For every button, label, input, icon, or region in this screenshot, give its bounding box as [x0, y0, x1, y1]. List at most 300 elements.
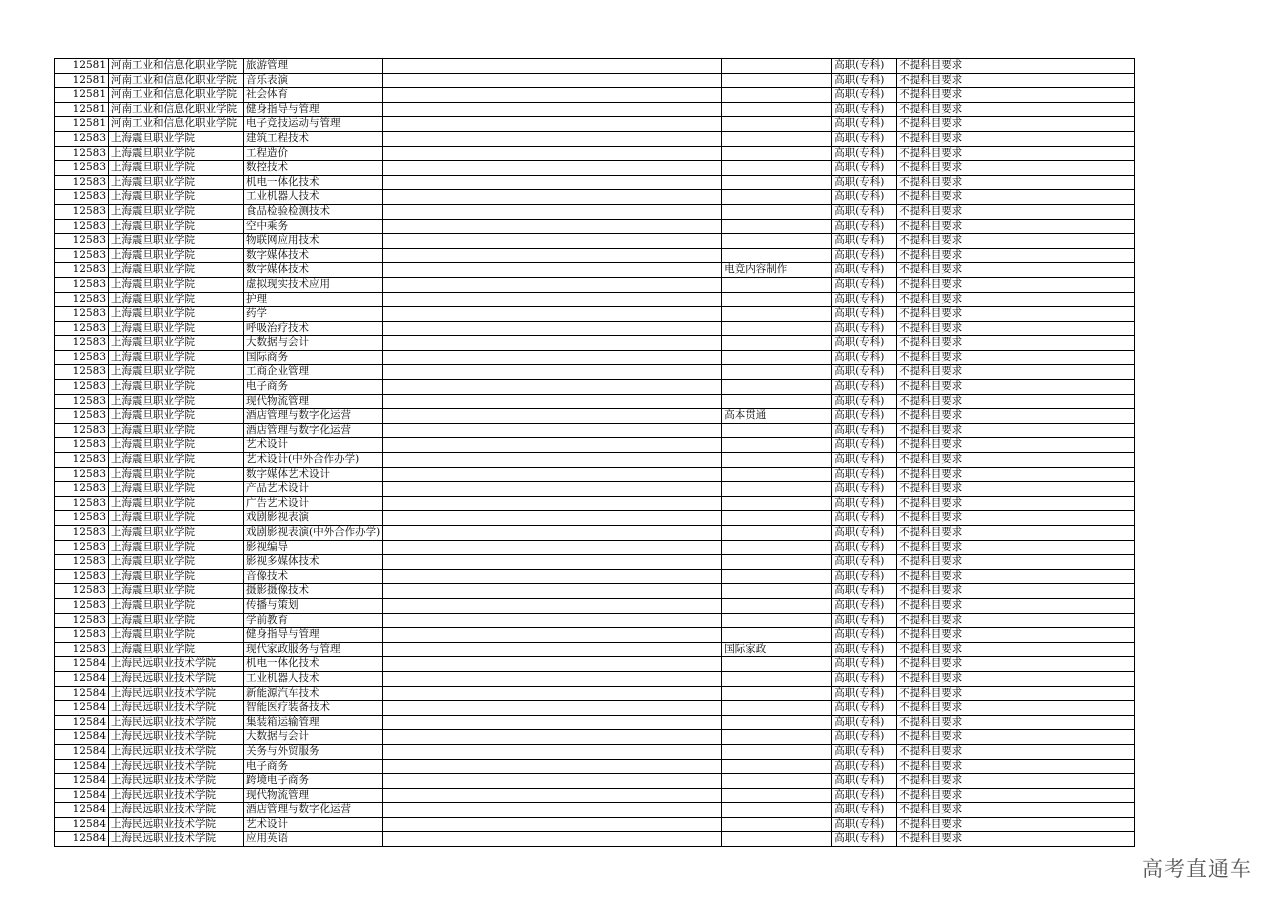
requirement-cell: 不提科目要求	[897, 88, 1135, 103]
school-name-cell: 上海民远职业技术学院	[109, 774, 244, 789]
school-name-cell: 上海震旦职业学院	[109, 292, 244, 307]
school-code-cell: 12584	[55, 701, 109, 716]
table-row	[55, 190, 1135, 205]
school-name-cell: 上海民远职业技术学院	[109, 744, 244, 759]
level-cell: 高职(专科)	[832, 88, 897, 103]
school-name-cell: 上海震旦职业学院	[109, 526, 244, 541]
note-cell	[722, 686, 832, 701]
blank-cell	[383, 307, 722, 322]
school-name-cell: 河南工业和信息化职业学院	[109, 88, 244, 103]
note-cell	[722, 336, 832, 351]
level-cell: 高职(专科)	[832, 102, 897, 117]
note-cell	[722, 744, 832, 759]
level-cell: 高职(专科)	[832, 642, 897, 657]
level-cell: 高职(专科)	[832, 555, 897, 570]
school-name-cell: 上海民远职业技术学院	[109, 730, 244, 745]
major-name-cell: 广告艺术设计	[244, 496, 383, 511]
level-cell: 高职(专科)	[832, 321, 897, 336]
note-cell	[722, 248, 832, 263]
level-cell: 高职(专科)	[832, 628, 897, 643]
school-code-cell: 12583	[55, 642, 109, 657]
requirement-cell: 不提科目要求	[897, 584, 1135, 599]
level-cell: 高职(专科)	[832, 175, 897, 190]
table-row	[55, 759, 1135, 774]
note-cell	[722, 569, 832, 584]
school-code-cell: 12581	[55, 117, 109, 132]
blank-cell	[383, 598, 722, 613]
table-body	[55, 59, 1135, 847]
level-cell: 高职(专科)	[832, 482, 897, 497]
major-name-cell: 数控技术	[244, 161, 383, 176]
blank-cell	[383, 277, 722, 292]
school-name-cell: 上海震旦职业学院	[109, 161, 244, 176]
blank-cell	[383, 686, 722, 701]
blank-cell	[383, 555, 722, 570]
school-code-cell: 12581	[55, 102, 109, 117]
level-cell: 高职(专科)	[832, 73, 897, 88]
level-cell: 高职(专科)	[832, 161, 897, 176]
level-cell: 高职(专科)	[832, 336, 897, 351]
school-name-cell: 上海民远职业技术学院	[109, 657, 244, 672]
major-name-cell: 戏剧影视表演(中外合作办学)	[244, 526, 383, 541]
table-row	[55, 453, 1135, 468]
blank-cell	[383, 394, 722, 409]
blank-cell	[383, 803, 722, 818]
note-cell: 国际家政	[722, 642, 832, 657]
note-cell	[722, 540, 832, 555]
school-name-cell: 上海震旦职业学院	[109, 365, 244, 380]
table-row	[55, 803, 1135, 818]
note-cell	[722, 204, 832, 219]
table-row	[55, 307, 1135, 322]
blank-cell	[383, 496, 722, 511]
requirement-cell: 不提科目要求	[897, 263, 1135, 278]
school-code-cell: 12583	[55, 453, 109, 468]
note-cell	[722, 584, 832, 599]
level-cell: 高职(专科)	[832, 511, 897, 526]
school-name-cell: 上海震旦职业学院	[109, 453, 244, 468]
table-row	[55, 350, 1135, 365]
school-code-cell: 12583	[55, 613, 109, 628]
major-name-cell: 产品艺术设计	[244, 482, 383, 497]
level-cell: 高职(专科)	[832, 832, 897, 847]
blank-cell	[383, 526, 722, 541]
requirement-cell: 不提科目要求	[897, 730, 1135, 745]
table-row	[55, 131, 1135, 146]
major-name-cell: 艺术设计	[244, 438, 383, 453]
school-name-cell: 上海震旦职业学院	[109, 146, 244, 161]
requirement-cell: 不提科目要求	[897, 380, 1135, 395]
school-code-cell: 12584	[55, 774, 109, 789]
school-code-cell: 12583	[55, 204, 109, 219]
school-name-cell: 上海震旦职业学院	[109, 642, 244, 657]
major-name-cell: 健身指导与管理	[244, 628, 383, 643]
requirement-cell: 不提科目要求	[897, 832, 1135, 847]
level-cell: 高职(专科)	[832, 540, 897, 555]
major-name-cell: 工商企业管理	[244, 365, 383, 380]
major-name-cell: 呼吸治疗技术	[244, 321, 383, 336]
blank-cell	[383, 234, 722, 249]
table-row	[55, 380, 1135, 395]
table-row	[55, 584, 1135, 599]
requirement-cell: 不提科目要求	[897, 350, 1135, 365]
level-cell: 高职(专科)	[832, 409, 897, 424]
level-cell: 高职(专科)	[832, 788, 897, 803]
school-name-cell: 上海震旦职业学院	[109, 467, 244, 482]
note-cell	[722, 234, 832, 249]
note-cell	[722, 321, 832, 336]
note-cell	[722, 161, 832, 176]
school-code-cell: 12583	[55, 496, 109, 511]
major-name-cell: 音乐表演	[244, 73, 383, 88]
school-code-cell: 12583	[55, 219, 109, 234]
school-name-cell: 上海震旦职业学院	[109, 277, 244, 292]
school-code-cell: 12584	[55, 832, 109, 847]
level-cell: 高职(专科)	[832, 248, 897, 263]
school-code-cell: 12583	[55, 175, 109, 190]
blank-cell	[383, 365, 722, 380]
level-cell: 高职(专科)	[832, 219, 897, 234]
major-name-cell: 电子商务	[244, 759, 383, 774]
requirement-cell: 不提科目要求	[897, 613, 1135, 628]
school-code-cell: 12584	[55, 715, 109, 730]
table-row	[55, 409, 1135, 424]
blank-cell	[383, 482, 722, 497]
table-row	[55, 526, 1135, 541]
requirement-cell: 不提科目要求	[897, 161, 1135, 176]
requirement-cell: 不提科目要求	[897, 569, 1135, 584]
major-name-cell: 学前教育	[244, 613, 383, 628]
major-name-cell: 集装箱运输管理	[244, 715, 383, 730]
table-row	[55, 657, 1135, 672]
school-name-cell: 上海震旦职业学院	[109, 336, 244, 351]
table-row	[55, 788, 1135, 803]
school-code-cell: 12583	[55, 292, 109, 307]
level-cell: 高职(专科)	[832, 292, 897, 307]
school-name-cell: 上海震旦职业学院	[109, 598, 244, 613]
blank-cell	[383, 409, 722, 424]
note-cell	[722, 759, 832, 774]
major-name-cell: 新能源汽车技术	[244, 686, 383, 701]
major-name-cell: 大数据与会计	[244, 336, 383, 351]
blank-cell	[383, 642, 722, 657]
table-row	[55, 540, 1135, 555]
school-name-cell: 上海震旦职业学院	[109, 423, 244, 438]
school-code-cell: 12583	[55, 350, 109, 365]
level-cell: 高职(专科)	[832, 613, 897, 628]
requirement-cell: 不提科目要求	[897, 467, 1135, 482]
level-cell: 高职(专科)	[832, 657, 897, 672]
level-cell: 高职(专科)	[832, 365, 897, 380]
requirement-cell: 不提科目要求	[897, 759, 1135, 774]
school-name-cell: 上海震旦职业学院	[109, 307, 244, 322]
blank-cell	[383, 59, 722, 74]
major-name-cell: 戏剧影视表演	[244, 511, 383, 526]
level-cell: 高职(专科)	[832, 701, 897, 716]
level-cell: 高职(专科)	[832, 598, 897, 613]
school-code-cell: 12583	[55, 336, 109, 351]
school-name-cell: 上海震旦职业学院	[109, 555, 244, 570]
major-name-cell: 工程造价	[244, 146, 383, 161]
note-cell	[722, 453, 832, 468]
blank-cell	[383, 744, 722, 759]
table-row	[55, 730, 1135, 745]
table-row	[55, 175, 1135, 190]
school-code-cell: 12583	[55, 394, 109, 409]
table-row	[55, 817, 1135, 832]
major-name-cell: 电子竞技运动与管理	[244, 117, 383, 132]
requirement-cell: 不提科目要求	[897, 671, 1135, 686]
school-name-cell: 上海震旦职业学院	[109, 175, 244, 190]
school-name-cell: 上海震旦职业学院	[109, 131, 244, 146]
school-code-cell: 12584	[55, 657, 109, 672]
school-code-cell: 12583	[55, 380, 109, 395]
major-name-cell: 现代家政服务与管理	[244, 642, 383, 657]
school-name-cell: 上海震旦职业学院	[109, 350, 244, 365]
table-row	[55, 715, 1135, 730]
school-code-cell: 12583	[55, 190, 109, 205]
requirement-cell: 不提科目要求	[897, 307, 1135, 322]
note-cell	[722, 88, 832, 103]
level-cell: 高职(专科)	[832, 671, 897, 686]
school-code-cell: 12583	[55, 248, 109, 263]
level-cell: 高职(专科)	[832, 350, 897, 365]
level-cell: 高职(专科)	[832, 277, 897, 292]
requirement-cell: 不提科目要求	[897, 788, 1135, 803]
school-code-cell: 12583	[55, 307, 109, 322]
note-cell	[722, 598, 832, 613]
school-name-cell: 上海民远职业技术学院	[109, 701, 244, 716]
table-row	[55, 277, 1135, 292]
school-name-cell: 上海民远职业技术学院	[109, 832, 244, 847]
table-row	[55, 117, 1135, 132]
requirement-cell: 不提科目要求	[897, 423, 1135, 438]
note-cell	[722, 526, 832, 541]
table-row	[55, 292, 1135, 307]
requirement-cell: 不提科目要求	[897, 817, 1135, 832]
table-row	[55, 219, 1135, 234]
school-name-cell: 上海震旦职业学院	[109, 190, 244, 205]
major-name-cell: 社会体育	[244, 88, 383, 103]
level-cell: 高职(专科)	[832, 234, 897, 249]
table-row	[55, 248, 1135, 263]
major-name-cell: 影视多媒体技术	[244, 555, 383, 570]
note-cell	[722, 131, 832, 146]
school-name-cell: 上海震旦职业学院	[109, 482, 244, 497]
note-cell	[722, 817, 832, 832]
table-row	[55, 555, 1135, 570]
note-cell	[722, 365, 832, 380]
table-row	[55, 642, 1135, 657]
note-cell	[722, 730, 832, 745]
blank-cell	[383, 423, 722, 438]
school-code-cell: 12583	[55, 365, 109, 380]
level-cell: 高职(专科)	[832, 204, 897, 219]
school-code-cell: 12583	[55, 482, 109, 497]
note-cell	[722, 380, 832, 395]
blank-cell	[383, 788, 722, 803]
level-cell: 高职(专科)	[832, 774, 897, 789]
requirement-cell: 不提科目要求	[897, 496, 1135, 511]
table-row	[55, 569, 1135, 584]
school-name-cell: 上海民远职业技术学院	[109, 715, 244, 730]
requirement-cell: 不提科目要求	[897, 336, 1135, 351]
school-code-cell: 12583	[55, 467, 109, 482]
major-name-cell: 虚拟现实技术应用	[244, 277, 383, 292]
requirement-cell: 不提科目要求	[897, 321, 1135, 336]
school-name-cell: 上海民远职业技术学院	[109, 788, 244, 803]
note-cell	[722, 146, 832, 161]
level-cell: 高职(专科)	[832, 423, 897, 438]
major-name-cell: 酒店管理与数字化运营	[244, 423, 383, 438]
table-row	[55, 263, 1135, 278]
school-code-cell: 12584	[55, 788, 109, 803]
major-name-cell: 物联网应用技术	[244, 234, 383, 249]
requirement-cell: 不提科目要求	[897, 146, 1135, 161]
table-row	[55, 73, 1135, 88]
requirement-cell: 不提科目要求	[897, 701, 1135, 716]
note-cell	[722, 628, 832, 643]
requirement-cell: 不提科目要求	[897, 453, 1135, 468]
school-name-cell: 上海民远职业技术学院	[109, 671, 244, 686]
note-cell	[722, 292, 832, 307]
blank-cell	[383, 540, 722, 555]
table-row	[55, 234, 1135, 249]
level-cell: 高职(专科)	[832, 394, 897, 409]
note-cell	[722, 482, 832, 497]
requirement-cell: 不提科目要求	[897, 219, 1135, 234]
requirement-cell: 不提科目要求	[897, 657, 1135, 672]
requirement-cell: 不提科目要求	[897, 409, 1135, 424]
requirement-cell: 不提科目要求	[897, 175, 1135, 190]
school-name-cell: 上海震旦职业学院	[109, 511, 244, 526]
requirement-cell: 不提科目要求	[897, 774, 1135, 789]
school-name-cell: 上海震旦职业学院	[109, 219, 244, 234]
note-cell	[722, 438, 832, 453]
blank-cell	[383, 161, 722, 176]
note-cell	[722, 175, 832, 190]
table-row	[55, 832, 1135, 847]
school-name-cell: 上海民远职业技术学院	[109, 803, 244, 818]
school-code-cell: 12583	[55, 146, 109, 161]
note-cell: 电竞内容制作	[722, 263, 832, 278]
level-cell: 高职(专科)	[832, 715, 897, 730]
level-cell: 高职(专科)	[832, 263, 897, 278]
note-cell	[722, 832, 832, 847]
major-name-cell: 艺术设计	[244, 817, 383, 832]
table-row	[55, 482, 1135, 497]
school-code-cell: 12583	[55, 569, 109, 584]
requirement-cell: 不提科目要求	[897, 526, 1135, 541]
table-row	[55, 394, 1135, 409]
requirement-cell: 不提科目要求	[897, 292, 1135, 307]
school-code-cell: 12581	[55, 59, 109, 74]
note-cell	[722, 701, 832, 716]
requirement-cell: 不提科目要求	[897, 117, 1135, 132]
blank-cell	[383, 102, 722, 117]
school-code-cell: 12584	[55, 744, 109, 759]
major-name-cell: 国际商务	[244, 350, 383, 365]
data-table	[54, 58, 1135, 847]
note-cell	[722, 277, 832, 292]
major-name-cell: 音像技术	[244, 569, 383, 584]
note-cell	[722, 394, 832, 409]
requirement-cell: 不提科目要求	[897, 73, 1135, 88]
school-name-cell: 上海震旦职业学院	[109, 380, 244, 395]
school-code-cell: 12584	[55, 803, 109, 818]
note-cell	[722, 803, 832, 818]
table-row	[55, 321, 1135, 336]
blank-cell	[383, 350, 722, 365]
level-cell: 高职(专科)	[832, 744, 897, 759]
blank-cell	[383, 131, 722, 146]
table-row	[55, 161, 1135, 176]
blank-cell	[383, 175, 722, 190]
requirement-cell: 不提科目要求	[897, 803, 1135, 818]
level-cell: 高职(专科)	[832, 584, 897, 599]
level-cell: 高职(专科)	[832, 117, 897, 132]
requirement-cell: 不提科目要求	[897, 511, 1135, 526]
school-code-cell: 12583	[55, 423, 109, 438]
level-cell: 高职(专科)	[832, 730, 897, 745]
school-name-cell: 上海震旦职业学院	[109, 234, 244, 249]
requirement-cell: 不提科目要求	[897, 190, 1135, 205]
major-name-cell: 大数据与会计	[244, 730, 383, 745]
school-code-cell: 12583	[55, 234, 109, 249]
level-cell: 高职(专科)	[832, 817, 897, 832]
level-cell: 高职(专科)	[832, 759, 897, 774]
table-row	[55, 365, 1135, 380]
blank-cell	[383, 759, 722, 774]
school-code-cell: 12584	[55, 730, 109, 745]
requirement-cell: 不提科目要求	[897, 248, 1135, 263]
blank-cell	[383, 671, 722, 686]
table-row	[55, 511, 1135, 526]
school-name-cell: 上海震旦职业学院	[109, 438, 244, 453]
requirement-cell: 不提科目要求	[897, 131, 1135, 146]
note-cell	[722, 219, 832, 234]
school-name-cell: 河南工业和信息化职业学院	[109, 117, 244, 132]
level-cell: 高职(专科)	[832, 307, 897, 322]
school-code-cell: 12583	[55, 263, 109, 278]
school-name-cell: 上海震旦职业学院	[109, 394, 244, 409]
table-row	[55, 496, 1135, 511]
level-cell: 高职(专科)	[832, 803, 897, 818]
note-cell	[722, 423, 832, 438]
blank-cell	[383, 190, 722, 205]
blank-cell	[383, 701, 722, 716]
school-code-cell: 12581	[55, 88, 109, 103]
school-code-cell: 12584	[55, 671, 109, 686]
school-name-cell: 上海震旦职业学院	[109, 569, 244, 584]
blank-cell	[383, 438, 722, 453]
blank-cell	[383, 321, 722, 336]
note-cell	[722, 102, 832, 117]
watermark: 高考直通车	[1142, 857, 1252, 881]
table-row	[55, 423, 1135, 438]
major-name-cell: 护理	[244, 292, 383, 307]
major-name-cell: 影视编导	[244, 540, 383, 555]
requirement-cell: 不提科目要求	[897, 555, 1135, 570]
blank-cell	[383, 817, 722, 832]
major-name-cell: 电子商务	[244, 380, 383, 395]
note-cell	[722, 788, 832, 803]
requirement-cell: 不提科目要求	[897, 234, 1135, 249]
blank-cell	[383, 774, 722, 789]
table-row	[55, 613, 1135, 628]
major-name-cell: 摄影摄像技术	[244, 584, 383, 599]
table-row	[55, 204, 1135, 219]
